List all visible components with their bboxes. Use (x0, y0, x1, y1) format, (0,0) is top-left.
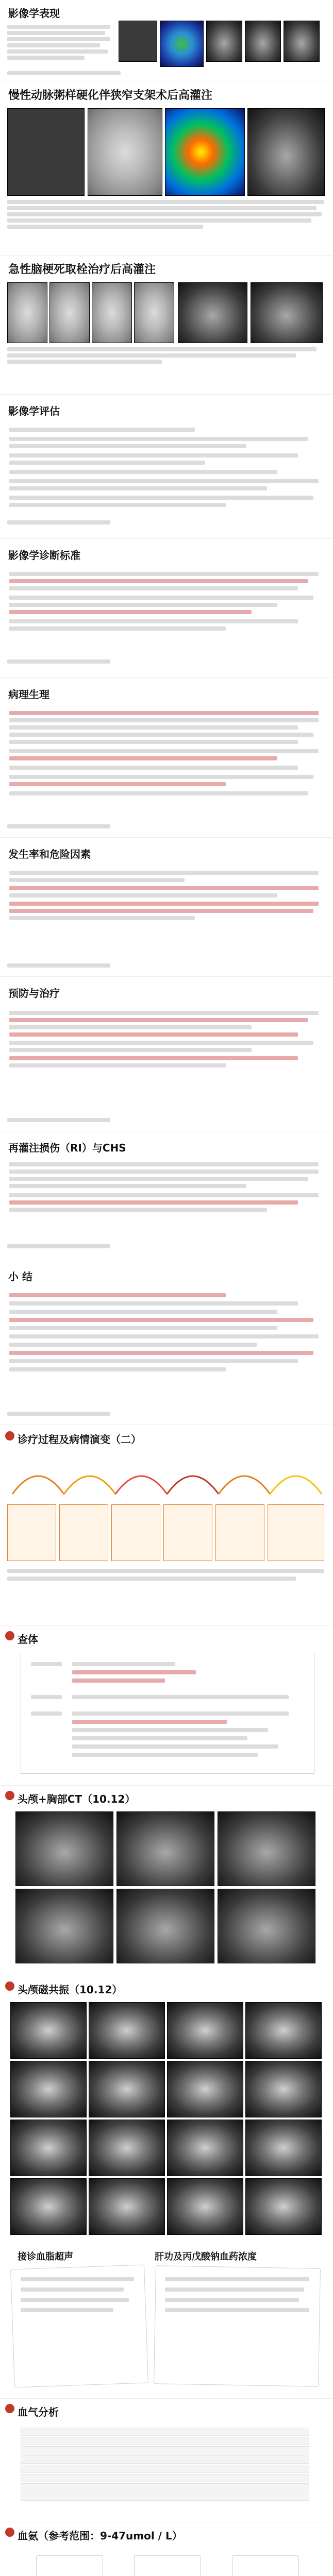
lab-section (0, 2246, 333, 2396)
prevent-section (0, 979, 333, 1128)
ammonia-card-3 (232, 2555, 299, 2576)
rr-title: 再灌注损伤（RI）与CHS (8, 1142, 126, 1154)
criteria-title: 影像学诊断标准 (8, 549, 80, 562)
summary-title: 小 结 (8, 1270, 32, 1283)
patho-title: 病理生理 (8, 688, 49, 701)
acute-section (0, 258, 333, 392)
eval-title: 影像学评估 (8, 405, 60, 417)
summary-section (0, 1262, 333, 1422)
blood-title: 血气分析 (18, 2406, 59, 2418)
ammonia-title: 血氨（参考范围：9-47umol / L） (18, 2530, 182, 2542)
carotid-title: 慢性动脉粥样硬化伴狭窄支架术后高灌注 (8, 89, 213, 102)
risk-section (0, 840, 333, 974)
mri-section (0, 1978, 333, 2241)
lab-title-2: 肝功及丙戊酸钠血药浓度 (155, 2251, 257, 2262)
exam-title: 查体 (18, 1633, 38, 1646)
timeline-arcs (7, 1458, 327, 1499)
carotid-section (0, 82, 333, 252)
ammonia-card-2 (134, 2555, 201, 2576)
risk-title: 发生率和危险因素 (8, 848, 91, 860)
criteria-section (0, 541, 333, 675)
imaging-title: 影像学表现 (8, 7, 60, 20)
patho-section (0, 680, 333, 835)
blood-section (0, 2401, 333, 2519)
eval-section (0, 397, 333, 536)
ctscan-section (0, 1788, 333, 1973)
acute-title: 急性脑梗死取栓治疗后高灌注 (8, 263, 156, 276)
prevent-title: 预防与治疗 (8, 987, 60, 999)
lab-title: 接诊血脂超声 (18, 2251, 73, 2262)
ctscan-title: 头颅+胸部CT（10.12） (18, 1793, 136, 1805)
diag-section (0, 1427, 333, 1623)
exam-section (0, 1628, 333, 1783)
imaging-section (0, 0, 333, 77)
rr-section (0, 1133, 333, 1257)
mri-title: 头颅磁共振（10.12） (18, 1984, 123, 1996)
diag-title: 诊疗过程及病情演变（二） (18, 1433, 141, 1446)
ammonia-card-1 (36, 2555, 103, 2576)
ammonia-section (0, 2524, 333, 2576)
